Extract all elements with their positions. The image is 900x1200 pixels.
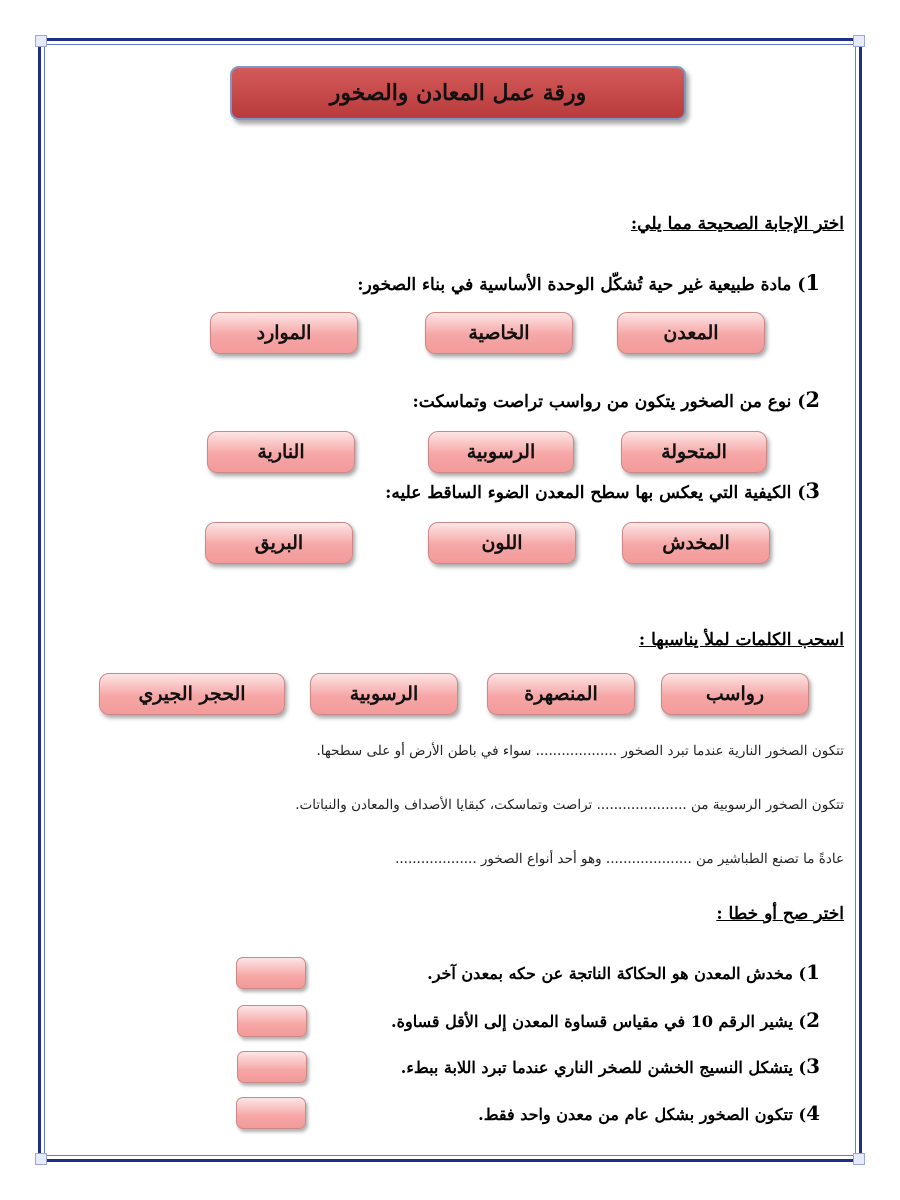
statement-text: تتكون الصخور بشكل عام من معدن واحد فقط.	[478, 1105, 793, 1124]
question-2: 2) نوع من الصخور يتكون من رواسب تراصت وتماسكت:	[412, 387, 820, 412]
statement-text: يشير الرقم 10 في مقياس قساوة المعدن إلى الأقل قساوة.	[391, 1012, 793, 1031]
option-button[interactable]: المعدن	[617, 312, 765, 354]
question-3: 3) الكيفية التي يعكس بها سطح المعدن الضوء الساقط عليه:	[385, 478, 820, 503]
corner-ornament	[35, 35, 47, 47]
corner-ornament	[35, 1153, 47, 1165]
option-button[interactable]: الرسوبية	[428, 431, 574, 473]
question-text: الكيفية التي يعكس بها سطح المعدن الضوء الساقط عليه:	[385, 483, 792, 503]
draggable-word[interactable]: رواسب	[661, 673, 809, 715]
corner-ornament	[853, 1153, 865, 1165]
statement-text: مخدش المعدن هو الحكاكة الناتجة عن حكه بمعدن آخر.	[427, 964, 793, 983]
question-number: 3	[805, 478, 820, 503]
option-button[interactable]: المخدش	[622, 522, 770, 564]
question-number: 2	[805, 387, 820, 412]
section-heading-drag: اسحب الكلمات لملأ يناسبها :	[638, 630, 844, 650]
question-text: نوع من الصخور يتكون من رواسب تراصت وتماسكت:	[412, 392, 792, 412]
corner-ornament	[853, 35, 865, 47]
option-button[interactable]: الخاصية	[425, 312, 573, 354]
true-false-statement: 4) تتكون الصخور بشكل عام من معدن واحد فقط.	[478, 1101, 820, 1125]
statement-number: 1	[806, 960, 820, 984]
answer-box[interactable]	[236, 957, 306, 989]
statement-number: 2	[806, 1008, 820, 1032]
option-button[interactable]: المتحولة	[621, 431, 767, 473]
statement-number: 3	[806, 1054, 820, 1078]
fill-blank-sentence: تتكون الصخور الرسوبية من ..................... تراصت وتماسكت، كبقايا الأصداف والمعادن والنباتات.	[295, 797, 844, 813]
answer-box[interactable]	[237, 1051, 307, 1083]
section-heading-true-false: اختر صح أو خطا :	[716, 904, 844, 924]
answer-box[interactable]	[237, 1005, 307, 1037]
answer-box[interactable]	[236, 1097, 306, 1129]
section-heading-choose: اختر الإجابة الصحيحة مما يلي:	[630, 214, 844, 234]
option-button[interactable]: اللون	[428, 522, 576, 564]
fill-blank-sentence: عادةً ما تصنع الطباشير من .................... وهو أحد أنواع الصخور ...................	[395, 851, 844, 867]
question-text: مادة طبيعية غير حية تُشكّل الوحدة الأساسية في بناء الصخور:	[357, 275, 792, 295]
draggable-word[interactable]: الحجر الجيري	[99, 673, 285, 715]
true-false-statement: 2) يشير الرقم 10 في مقياس قساوة المعدن إلى الأقل قساوة.	[391, 1008, 820, 1032]
option-button[interactable]: البريق	[205, 522, 353, 564]
option-button[interactable]: النارية	[207, 431, 355, 473]
statement-number: 4	[806, 1101, 820, 1125]
draggable-word[interactable]: المنصهرة	[487, 673, 635, 715]
true-false-statement: 1) مخدش المعدن هو الحكاكة الناتجة عن حكه بمعدن آخر.	[427, 960, 820, 984]
draggable-word[interactable]: الرسوبية	[310, 673, 458, 715]
question-number: 1	[805, 270, 820, 295]
true-false-statement: 3) يتشكل النسيج الخشن للصخر الناري عندما تبرد اللابة ببطء.	[400, 1054, 820, 1078]
option-button[interactable]: الموارد	[210, 312, 358, 354]
worksheet-title: ورقة عمل المعادن والصخور	[230, 66, 686, 120]
question-1: 1) مادة طبيعية غير حية تُشكّل الوحدة الأساسية في بناء الصخور:	[357, 270, 820, 295]
fill-blank-sentence: تتكون الصخور النارية عندما تبرد الصخور ................... سواء في باطن الأرض أو على سطحها.	[316, 743, 844, 759]
statement-text: يتشكل النسيج الخشن للصخر الناري عندما تبرد اللابة ببطء.	[400, 1058, 793, 1077]
page-border-inner	[44, 44, 856, 1156]
